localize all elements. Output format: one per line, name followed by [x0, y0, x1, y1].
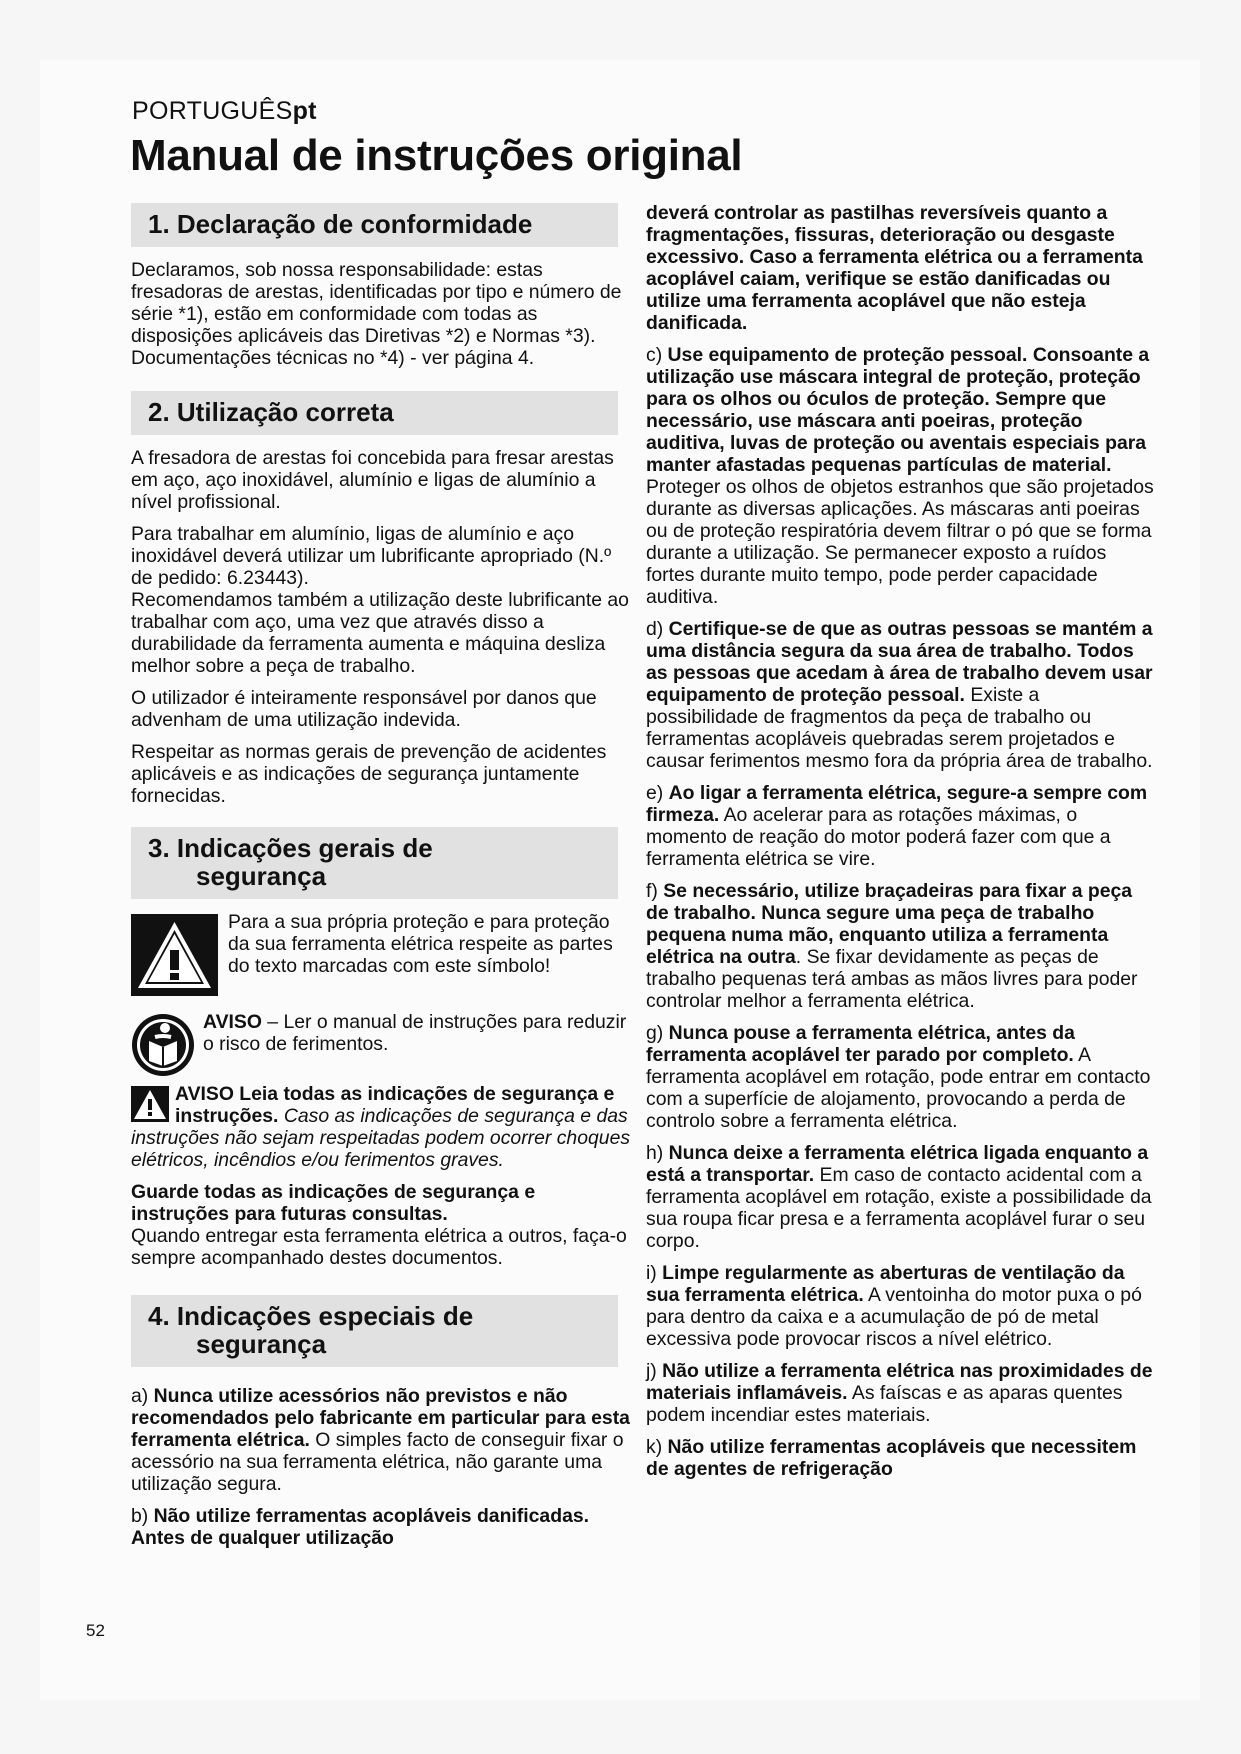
intended-use-paragraph-1: A fresadora de arestas foi concebida para fresar arestas em aço, aço inoxidável, alumínio e ligas de alumínio a nível profissional. — [131, 447, 614, 513]
language-name: PORTUGUÊS — [132, 97, 293, 125]
section-heading-declaration: 1. Declaração de conformidade — [131, 203, 618, 247]
safety-warning-italic: Caso as indicações de segurança e das instruções não sejam respeitadas podem ocorrer choques elétricos, incêndios e/ou ferimentos graves. — [131, 1105, 631, 1171]
right-column — [646, 202, 1156, 1490]
language-code: pt — [292, 97, 317, 125]
item-g-bold: Nunca pouse a ferramenta elétrica, antes da ferramenta acoplável ter parado por completo. — [646, 1022, 1075, 1066]
item-label: b) — [131, 1505, 154, 1527]
item-b-bold-continued: deverá controlar as pastilhas reversíveis quanto a fragmentações, fissuras, deterioração ou desgaste excessivo. Caso a ferramenta elétrica ou a ferramenta acoplável caiam, verifique se estão danificadas ou utilize uma ferramenta acoplável que não esteja danificada. — [646, 202, 1143, 334]
keep-instructions-paragraph — [131, 1181, 631, 1269]
item-c-text: Proteger os olhos de objetos estranhos que são projetados durante as diversas aplicações. As máscaras anti poeiras ou de proteção respiratória devem filtrar o pó que se forma durante a utilização. Se permanecer exposto a ruídos fortes durante muito tempo, pode perder capacidade auditiva. — [646, 476, 1154, 608]
item-b-bold: Não utilize ferramentas acopláveis danificadas. Antes de qualquer utilização — [131, 1505, 590, 1549]
item-f-text: . Se fixar devidamente as peças de trabalho pequenas terá ambas as mãos livres para poder controlar melhor a ferramenta elétrica. — [646, 946, 1138, 1012]
item-label: j) — [646, 1360, 663, 1382]
keep-instructions-text-1: Quando entregar esta ferramenta elétrica a outros, faça-o — [131, 1225, 627, 1247]
safety-item-h — [646, 1142, 1156, 1252]
safety-item-a — [131, 1385, 631, 1495]
special-safety-heading-line1: 4. Indicações especiais de — [148, 1301, 474, 1331]
intended-use-paragraph-2a: Para trabalhar em alumínio, ligas de alumínio e aço inoxidável deverá utilizar um lubrificante apropriado (N.º de pedido: 6.23443). — [131, 523, 612, 589]
aviso-label: AVISO — [203, 1011, 262, 1033]
section-heading-intended-use: 2. Utilização correta — [131, 391, 618, 435]
item-label: i) — [646, 1262, 663, 1284]
item-h-text: Em caso de contacto acidental com a ferramenta acoplável em rotação, existe a possibilidade da sua roupa ficar presa e a ferramenta acoplável furar o seu corpo. — [646, 1164, 1152, 1252]
item-label: c) — [646, 344, 668, 366]
item-h-bold: Nunca deixe a ferramenta elétrica ligada enquanto a está a transportar. — [646, 1142, 1149, 1186]
safety-item-i — [646, 1262, 1156, 1350]
small-warning-triangle-icon — [131, 1086, 169, 1127]
item-k-bold: Não utilize ferramentas acopláveis que necessitem de agentes de refrigeração — [646, 1436, 1137, 1480]
item-label: g) — [646, 1022, 669, 1044]
item-i-bold: Limpe regularmente as aberturas de ventilação da sua ferramenta elétrica. — [646, 1262, 1125, 1306]
safety-item-b-start — [131, 1505, 631, 1549]
item-e-bold: Ao ligar a ferramenta elétrica, segure-a sempre com firmeza. — [646, 782, 1148, 826]
item-label: d) — [646, 618, 669, 640]
item-j-bold: Não utilize a ferramenta elétrica nas proximidades de materiais inflamáveis. — [646, 1360, 1153, 1404]
item-label: h) — [646, 1142, 669, 1164]
safety-item-f — [646, 880, 1156, 1012]
item-f-bold: Se necessário, utilize braçadeiras para fixar a peça de trabalho. Nunca segure uma peça de trabalho pequena numa mão, enquanto utiliza a ferramenta elétrica na outra — [646, 880, 1133, 968]
item-a-bold: Nunca utilize acessórios não previstos e não recomendados pelo fabricante em particular para esta ferramenta elétrica. — [131, 1385, 630, 1451]
language-label — [132, 97, 317, 126]
intended-use-paragraph-2b: Recomendamos também a utilização deste lubrificante ao trabalhar com aço, uma vez que através disso a durabilidade da ferramenta aumenta e máquina desliza melhor sobre a peça de trabalho. — [131, 589, 629, 677]
safety-item-b-continued — [646, 202, 1156, 334]
warning-triangle-icon — [131, 914, 218, 1001]
section-heading-special-safety — [131, 1295, 618, 1367]
safety-item-j — [646, 1360, 1156, 1426]
keep-instructions-bold: Guarde todas as indicações de segurança e instruções para futuras consultas. — [131, 1181, 536, 1225]
item-label: f) — [646, 880, 664, 902]
item-e-text: Ao acelerar para as rotações máximas, o momento de reação do motor poderá fazer com que a ferramenta elétrica se vire. — [646, 804, 1111, 870]
warning-symbol-note — [131, 911, 631, 1003]
read-manual-text — [203, 1011, 631, 1055]
special-safety-heading-line2: segurança — [196, 1329, 327, 1359]
page-number: 52 — [86, 1621, 105, 1640]
safety-item-g — [646, 1022, 1156, 1132]
section-heading-general-safety — [131, 827, 618, 899]
safety-warning-paragraph — [131, 1083, 631, 1171]
item-g-text: A ferramenta acoplável em rotação, pode entrar em contacto com a superfície de alojamento, provocando a perda de controlo sobre a ferramenta elétrica. — [646, 1044, 1151, 1132]
item-i-text: A ventoinha do motor puxa o pó para dentro da caixa e a acumulação de pó de metal excessiva pode provocar riscos a nível elétrico. — [646, 1284, 1142, 1350]
intended-use-paragraph-3: O utilizador é inteiramente responsável por danos que advenham de uma utilização indevida. — [131, 687, 597, 731]
safety-item-e — [646, 782, 1156, 870]
intended-use-paragraph-4: Respeitar as normas gerais de prevenção de acidentes aplicáveis e as indicações de segurança juntamente fornecidas. — [131, 741, 607, 807]
read-manual-icon — [131, 1013, 195, 1082]
declaration-paragraph: Declaramos, sob nossa responsabilidade: estas fresadoras de arestas, identificadas por tipo e número de série *1), estão em conformidade com todas as disposições aplicáveis das Diretivas *2) e Normas *3). Documentações técnicas no *4) - ver página 4. — [131, 259, 622, 369]
safety-item-c — [646, 344, 1156, 608]
warning-symbol-text: Para a sua própria proteção e para proteção da sua ferramenta elétrica respeite as partes do texto marcadas com este símbolo! — [228, 911, 613, 977]
general-safety-heading-line2: segurança — [196, 861, 327, 891]
safety-warning-bold: AVISO Leia todas as indicações de segurança e instruções. — [175, 1083, 615, 1127]
item-label: k) — [646, 1436, 668, 1458]
page-title: Manual de instruções original — [130, 131, 743, 180]
item-label: a) — [131, 1385, 154, 1407]
keep-instructions-text-2: sempre acompanhado destes documentos. — [131, 1247, 503, 1269]
read-manual-note — [131, 1011, 631, 1077]
item-j-text: As faíscas e as aparas quentes podem incendiar estes materiais. — [646, 1382, 1123, 1426]
item-c-bold: Use equipamento de proteção pessoal. Consoante a utilização use máscara integral de proteção, proteção para os olhos ou óculos de proteção. Sempre que necessário, use máscara anti poeiras, proteção auditiva, luvas de proteção ou aventais especiais para manter afastadas pequenas partículas de material. — [646, 344, 1150, 476]
aviso-text: – Ler o manual de instruções para reduzir o risco de ferimentos. — [203, 1011, 627, 1055]
item-label: e) — [646, 782, 669, 804]
item-d-bold: Certifique-se de que as outras pessoas se mantém a uma distância segura da sua área de trabalho. Todos as pessoas que acedam à área de trabalho devem usar equipamento de proteção pessoal. — [646, 618, 1153, 706]
safety-item-k — [646, 1436, 1156, 1480]
item-d-text: Existe a possibilidade de fragmentos da peça de trabalho ou ferramentas acopláveis quebradas serem projetados e causar ferimentos mesmo fora da própria área de trabalho. — [646, 684, 1153, 772]
general-safety-heading-line1: 3. Indicações gerais de — [148, 833, 433, 863]
item-a-text: O simples facto de conseguir fixar o acessório na sua ferramenta elétrica, não garante uma utilização segura. — [131, 1429, 624, 1495]
safety-item-d — [646, 618, 1156, 772]
left-column — [131, 203, 631, 1559]
